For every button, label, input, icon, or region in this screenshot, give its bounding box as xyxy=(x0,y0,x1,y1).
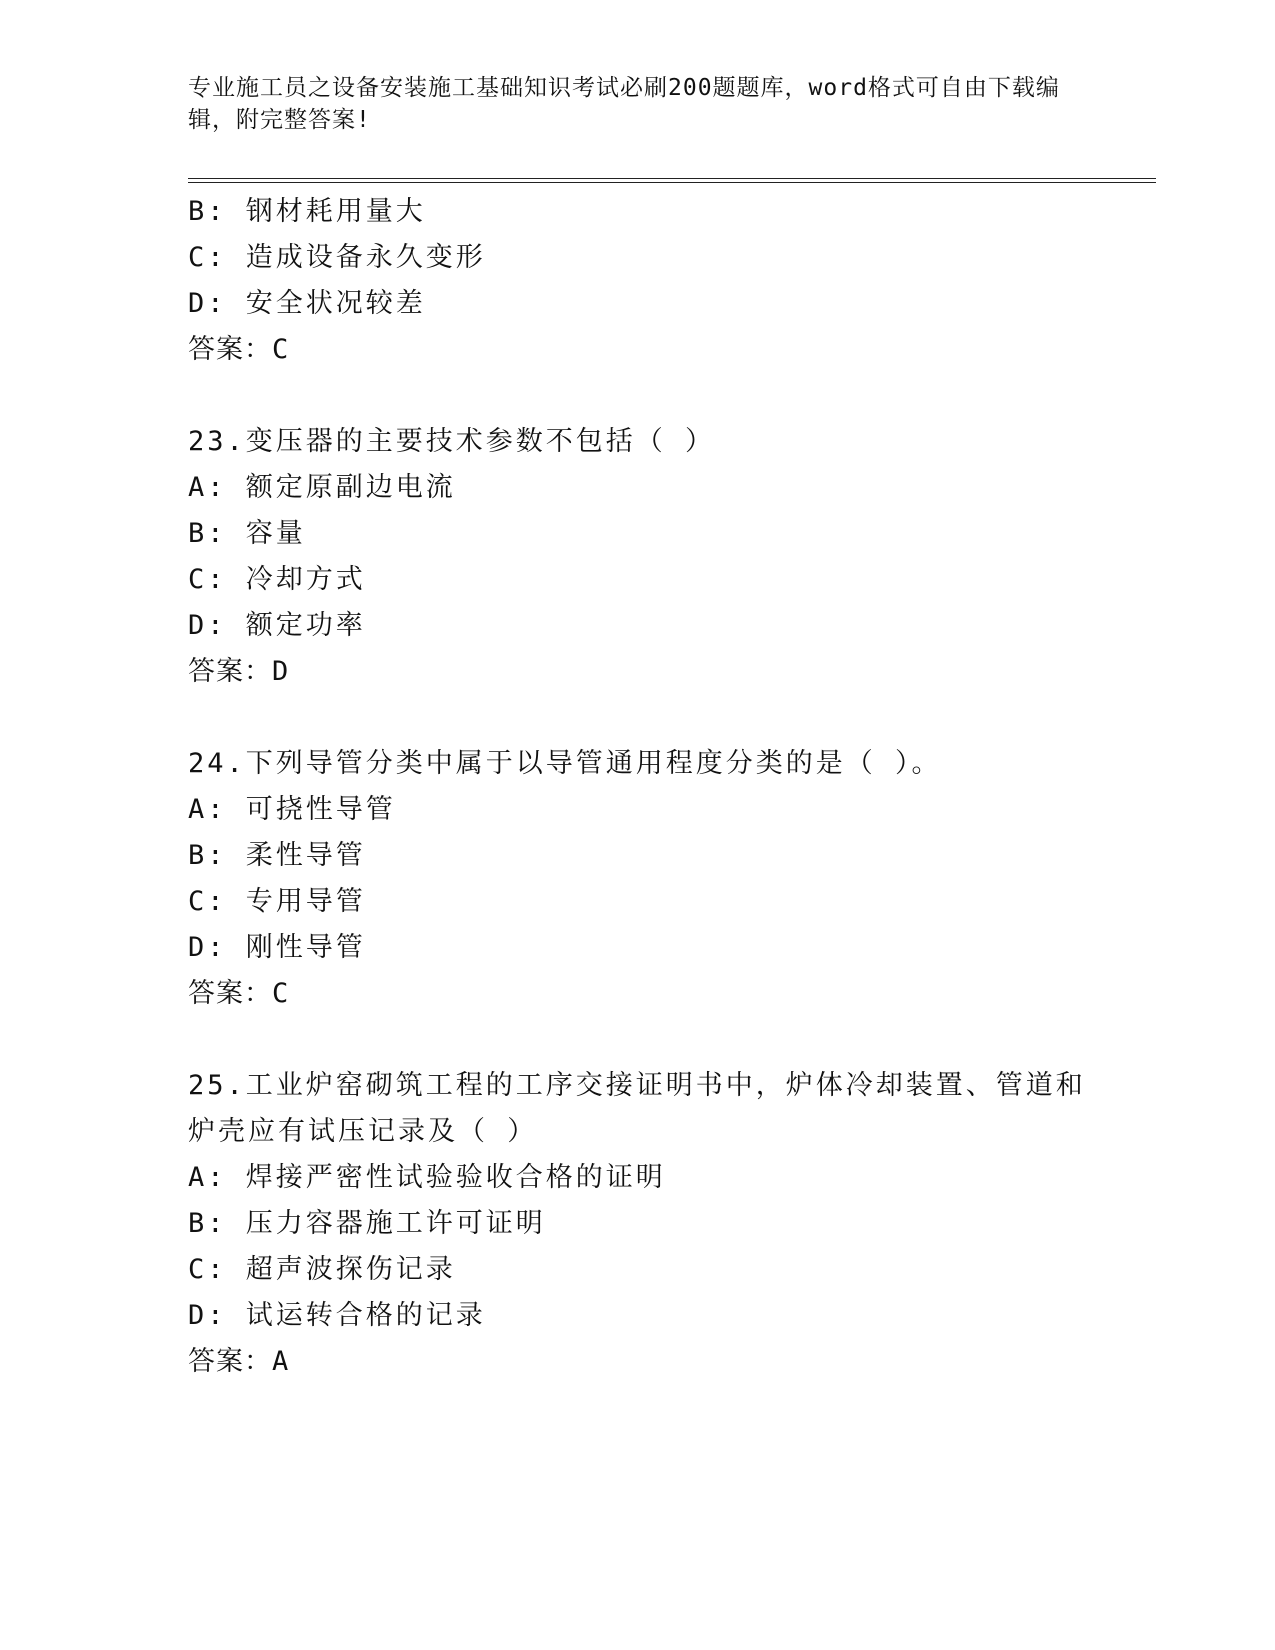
option-label: D: xyxy=(188,610,227,641)
spacer xyxy=(188,1017,1088,1063)
option-label: B: xyxy=(188,1208,227,1239)
option-text: 额定功率 xyxy=(245,610,366,641)
option-label: D: xyxy=(188,932,227,963)
option-label: B: xyxy=(188,840,227,871)
document-header xyxy=(188,72,1068,136)
answer-value: C xyxy=(272,978,290,1009)
option-text: 冷却方式 xyxy=(245,564,366,595)
answer-line xyxy=(188,327,1088,373)
question-24 xyxy=(188,741,1088,1017)
option-text: 试运转合格的记录 xyxy=(245,1300,486,1331)
option-b xyxy=(188,189,1088,235)
option-text: 容量 xyxy=(245,518,306,549)
option-text: 压力容器施工许可证明 xyxy=(245,1208,546,1239)
header-rule-top xyxy=(188,178,1156,179)
option-text: 刚性导管 xyxy=(245,932,366,963)
option-c xyxy=(188,1247,1088,1293)
option-text: 钢材耗用量大 xyxy=(245,196,426,227)
option-c xyxy=(188,557,1088,603)
option-label: C: xyxy=(188,564,227,595)
answer-label: 答案： xyxy=(188,1346,272,1377)
question-stem: 24.下列导管分类中属于以导管通用程度分类的是（ ）。 xyxy=(188,748,942,779)
option-label: B: xyxy=(188,196,227,227)
question-list xyxy=(188,189,1088,1385)
answer-value: A xyxy=(272,1346,290,1377)
question-25 xyxy=(188,1063,1088,1385)
answer-label: 答案： xyxy=(188,978,272,1009)
option-b xyxy=(188,833,1088,879)
spacer xyxy=(188,695,1088,741)
option-label: B: xyxy=(188,518,227,549)
option-d xyxy=(188,925,1088,971)
question-stem: 25.工业炉窑砌筑工程的工序交接证明书中，炉体冷却装置、管道和炉壳应有试压记录及（ ） xyxy=(188,1070,1086,1147)
answer-value: C xyxy=(272,334,290,365)
option-label: C: xyxy=(188,1254,227,1285)
option-label: C: xyxy=(188,242,227,273)
option-b xyxy=(188,511,1088,557)
question-22-continuation xyxy=(188,189,1088,373)
option-a xyxy=(188,1155,1088,1201)
option-c xyxy=(188,235,1088,281)
option-text: 超声波探伤记录 xyxy=(245,1254,456,1285)
answer-label: 答案： xyxy=(188,656,272,687)
answer-value: D xyxy=(272,656,290,687)
header-rule-bottom xyxy=(188,182,1156,183)
option-a xyxy=(188,787,1088,833)
answer-line xyxy=(188,1339,1088,1385)
option-c xyxy=(188,879,1088,925)
option-text: 焊接严密性试验验收合格的证明 xyxy=(245,1162,666,1193)
header-title: 专业施工员之设备安装施工基础知识考试必刷200题题库，word格式可自由下载编辑，附完整答案! xyxy=(188,75,1060,133)
question-stem: 23.变压器的主要技术参数不包括（ ） xyxy=(188,426,716,457)
answer-line xyxy=(188,649,1088,695)
option-text: 额定原副边电流 xyxy=(245,472,456,503)
option-b xyxy=(188,1201,1088,1247)
option-text: 可挠性导管 xyxy=(245,794,396,825)
option-text: 安全状况较差 xyxy=(245,288,426,319)
answer-label: 答案： xyxy=(188,334,272,365)
option-d xyxy=(188,1293,1088,1339)
question-23 xyxy=(188,419,1088,695)
option-label: D: xyxy=(188,288,227,319)
option-label: A: xyxy=(188,1162,227,1193)
option-label: C: xyxy=(188,886,227,917)
option-a xyxy=(188,465,1088,511)
option-label: A: xyxy=(188,794,227,825)
option-text: 专用导管 xyxy=(245,886,366,917)
option-d xyxy=(188,603,1088,649)
option-label: A: xyxy=(188,472,227,503)
option-text: 柔性导管 xyxy=(245,840,366,871)
answer-line xyxy=(188,971,1088,1017)
spacer xyxy=(188,373,1088,419)
option-label: D: xyxy=(188,1300,227,1331)
option-d xyxy=(188,281,1088,327)
option-text: 造成设备永久变形 xyxy=(245,242,486,273)
